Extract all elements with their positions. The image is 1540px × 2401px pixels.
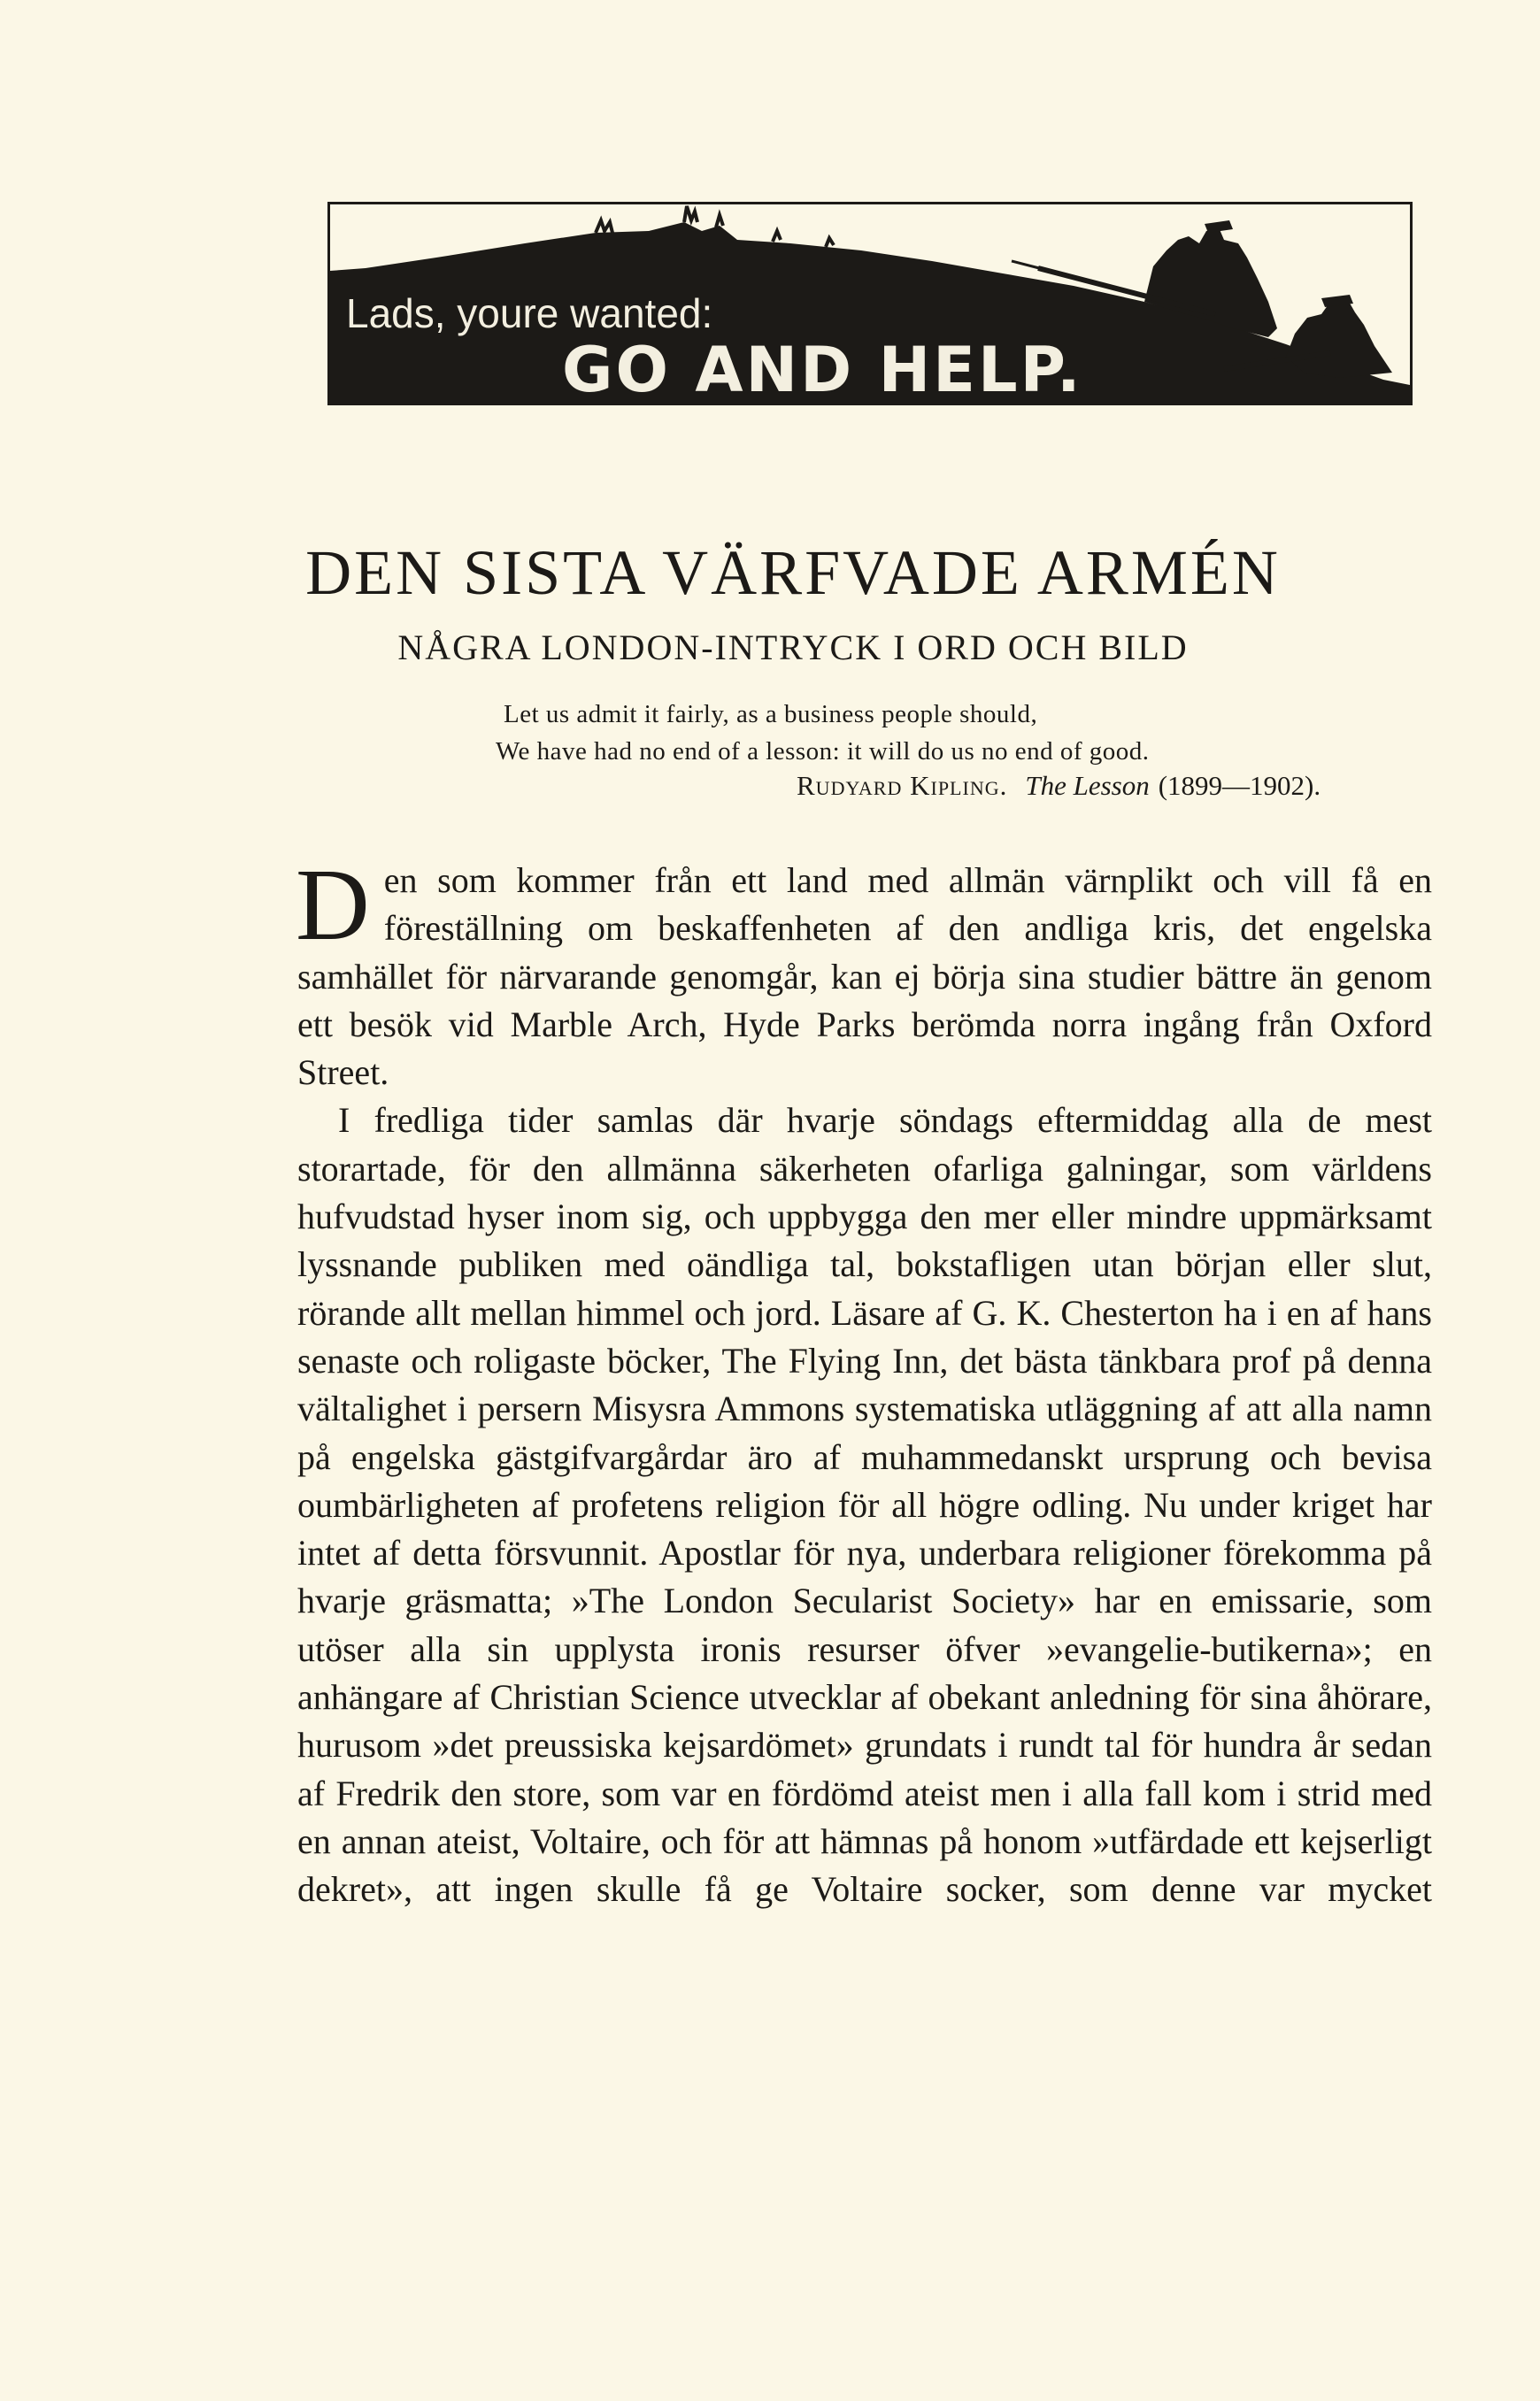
recruitment-banner: [327, 202, 1413, 405]
paragraph-1-text: en som kommer från ett land med allmän värnplikt och vill få en föreställning om beskaffenheten af den andliga kris, det engelska samhället för närvarande genomgår, kan ej börja sina studier bättre än genom ett besök vid Marble Arch, Hyde Parks berömda norra ingång från Oxford Street.: [297, 860, 1432, 1093]
paragraph-1: [296, 849, 1432, 1097]
article-title: DEN SISTA VÄRFVADE ARMÉN: [305, 537, 1281, 608]
epigraph-years: (1899—1902).: [1158, 770, 1321, 801]
epigraph-author: Rudyard Kipling.: [797, 770, 1008, 801]
epigraph-line-1: Let us admit it fairly, as a business people should,: [504, 700, 1038, 728]
drop-cap: D: [296, 849, 370, 962]
epigraph-attribution: [797, 770, 1321, 802]
article-body: [296, 849, 1432, 1914]
paragraph-2: I fredliga tider samlas där hvarje söndags eftermiddag alla de mest storartade, för den allmänna säkerheten ofarliga galningar, som världens hufvudstad hyser inom sig, och uppbygga den mer eller mindre uppmärksamt lyssnande publiken med oändliga tal, bokstafligen utan början eller slut, rörande allt mellan himmel och jord. Läsare af G. K. Chesterton ha i en af hans senaste och roligaste böcker, The Flying Inn, det bästa tänkbara prof på denna vältalighet i persern Misysra Ammons systematiska utläggning af att alla namn på engelska gästgifvargårdar äro af muhammedanskt ursprung och bevisa oumbärligheten af profetens religion för all högre odling. Nu under kriget har intet af detta försvunnit. Apostlar för nya, underbara religioner förekomma på hvarje gräsmatta; »The London Secularist Society» har en emissarie, som utöser alla sin upplysta ironis resurser öfver »evangelie-butikerna»; en anhängare af Christian Science utvecklar af obekant anledning för sina åhörare, hurusom »det preussiska kejsardömet» grundats i rundt tal för hundra år sedan af Fredrik den store, som var en fördömd ateist men i alla fall kom i strid med en annan ateist, Voltaire, och för att hämnas på honom »utfärdade ett kejserligt dekret», att ingen skulle få ge Voltaire socker, som denne var mycket: [297, 1100, 1432, 1910]
banner-slogan: Lads, youre wanted:: [346, 290, 713, 336]
epigraph-line-2: We have had no end of a lesson: it will do us no end of good.: [496, 737, 1150, 766]
epigraph-work: The Lesson: [1025, 770, 1150, 801]
banner-headline: GO AND HELP.: [562, 334, 1083, 405]
article-subtitle: NÅGRA LONDON-INTRYCK I ORD OCH BILD: [397, 627, 1189, 667]
epigraph: [496, 696, 1451, 770]
